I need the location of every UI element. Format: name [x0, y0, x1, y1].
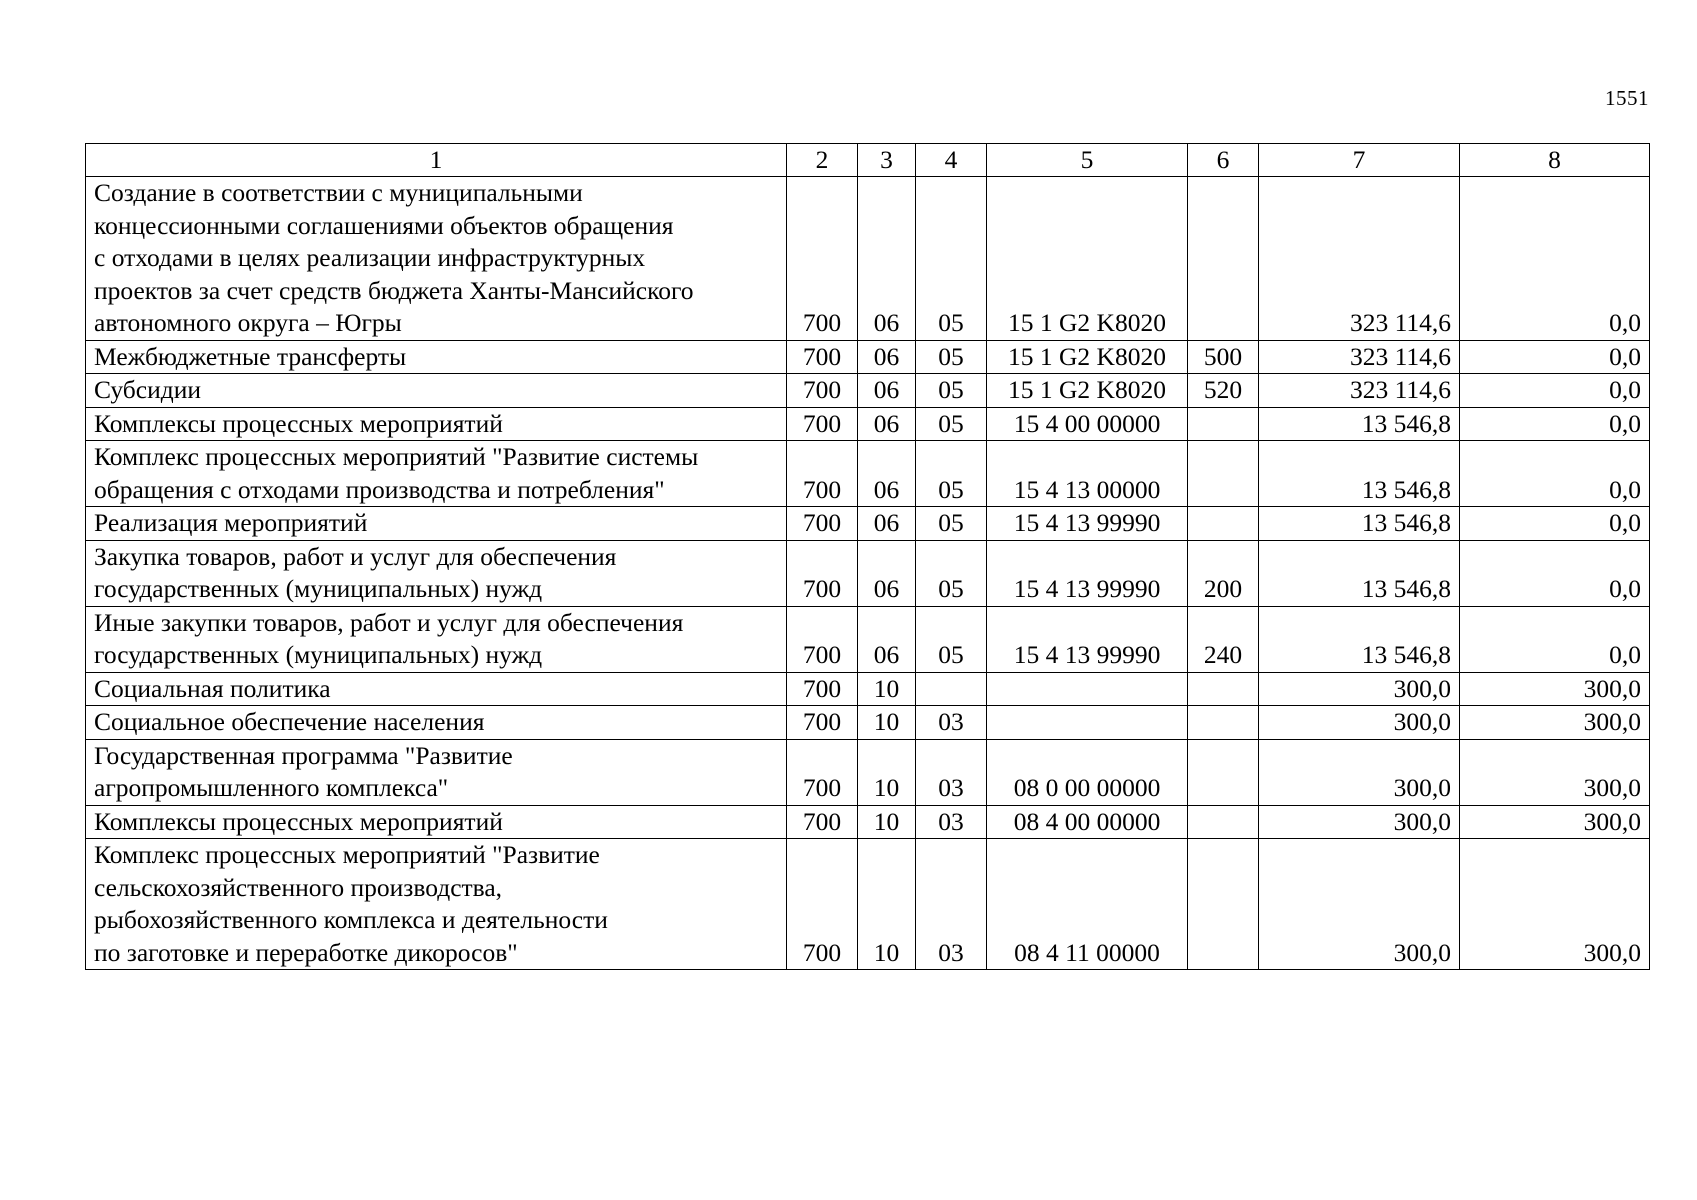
table-row: [86, 739, 1650, 805]
cell-chapter: 700: [787, 606, 858, 672]
cell-chapter: 700: [787, 739, 858, 805]
row-name: Межбюджетные трансферты: [86, 340, 787, 374]
cell-amount-1: 13 546,8: [1259, 441, 1460, 507]
cell-section: 06: [858, 507, 916, 541]
cell-subsection: 05: [916, 177, 987, 341]
cell-amount-2: 0,0: [1460, 340, 1650, 374]
table-row: [86, 839, 1650, 970]
cell-section: 06: [858, 606, 916, 672]
cell-expense-type: [1188, 177, 1259, 341]
cell-amount-1: 300,0: [1259, 706, 1460, 740]
row-name: Иные закупки товаров, работ и услуг для обеспечения государственных (муниципальных) нужд: [86, 606, 787, 672]
cell-subsection: 03: [916, 839, 987, 970]
row-name: Социальное обеспечение населения: [86, 706, 787, 740]
cell-chapter: 700: [787, 805, 858, 839]
cell-subsection: 05: [916, 441, 987, 507]
cell-chapter: 700: [787, 407, 858, 441]
row-name: Комплекс процессных мероприятий "Развитие сельскохозяйственного производства, рыбохозяйственного комплекса и деятельности по заготовке и переработке дикоросов": [86, 839, 787, 970]
table-row: [86, 672, 1650, 706]
table-row: [86, 706, 1650, 740]
cell-amount-2: 300,0: [1460, 805, 1650, 839]
cell-expense-type: 240: [1188, 606, 1259, 672]
cell-chapter: 700: [787, 374, 858, 408]
cell-amount-1: 13 546,8: [1259, 540, 1460, 606]
row-name: Комплексы процессных мероприятий: [86, 407, 787, 441]
cell-amount-2: 0,0: [1460, 606, 1650, 672]
cell-amount-2: 0,0: [1460, 540, 1650, 606]
page-number: 1551: [1605, 86, 1649, 110]
cell-subsection: [916, 672, 987, 706]
cell-amount-2: 300,0: [1460, 672, 1650, 706]
cell-section: 10: [858, 739, 916, 805]
column-header: 7: [1259, 144, 1460, 177]
header-row: [86, 144, 1650, 177]
column-header: 8: [1460, 144, 1650, 177]
cell-amount-2: 0,0: [1460, 407, 1650, 441]
cell-target-article: 15 1 G2 K8020: [987, 374, 1188, 408]
cell-chapter: 700: [787, 706, 858, 740]
table-row: [86, 177, 1650, 341]
cell-target-article: 08 4 00 00000: [987, 805, 1188, 839]
table-row: [86, 340, 1650, 374]
column-header: 4: [916, 144, 987, 177]
cell-target-article: 15 4 13 99990: [987, 606, 1188, 672]
cell-subsection: 05: [916, 606, 987, 672]
cell-expense-type: [1188, 739, 1259, 805]
cell-subsection: 03: [916, 805, 987, 839]
row-name: Субсидии: [86, 374, 787, 408]
cell-expense-type: 500: [1188, 340, 1259, 374]
cell-expense-type: [1188, 441, 1259, 507]
cell-section: 06: [858, 177, 916, 341]
cell-amount-1: 323 114,6: [1259, 374, 1460, 408]
cell-subsection: 05: [916, 340, 987, 374]
cell-expense-type: [1188, 672, 1259, 706]
table-row: [86, 441, 1650, 507]
cell-amount-1: 300,0: [1259, 805, 1460, 839]
cell-chapter: 700: [787, 839, 858, 970]
cell-target-article: 08 0 00 00000: [987, 739, 1188, 805]
row-name: Государственная программа "Развитие агропромышленного комплекса": [86, 739, 787, 805]
cell-target-article: [987, 672, 1188, 706]
cell-amount-2: 0,0: [1460, 507, 1650, 541]
cell-expense-type: [1188, 706, 1259, 740]
cell-expense-type: [1188, 507, 1259, 541]
cell-section: 06: [858, 441, 916, 507]
table-row: [86, 540, 1650, 606]
table-row: [86, 374, 1650, 408]
cell-section: 06: [858, 407, 916, 441]
budget-table: [85, 143, 1650, 970]
cell-expense-type: 520: [1188, 374, 1259, 408]
cell-chapter: 700: [787, 540, 858, 606]
table-row: [86, 407, 1650, 441]
cell-subsection: 05: [916, 374, 987, 408]
cell-section: 10: [858, 805, 916, 839]
column-header: 5: [987, 144, 1188, 177]
cell-section: 10: [858, 672, 916, 706]
cell-amount-2: 0,0: [1460, 441, 1650, 507]
cell-amount-1: 300,0: [1259, 672, 1460, 706]
row-name: Создание в соответствии с муниципальными концессионными соглашениями объектов обращения с отходами в целях реализации инфраструктурных проектов за счет средств бюджета Ханты-Мансийского автономного округа – Югры: [86, 177, 787, 341]
cell-amount-2: 0,0: [1460, 177, 1650, 341]
cell-subsection: 05: [916, 507, 987, 541]
cell-amount-1: 323 114,6: [1259, 340, 1460, 374]
cell-amount-1: 300,0: [1259, 739, 1460, 805]
cell-target-article: 15 4 13 99990: [987, 507, 1188, 541]
cell-amount-1: 13 546,8: [1259, 606, 1460, 672]
cell-amount-1: 300,0: [1259, 839, 1460, 970]
cell-chapter: 700: [787, 507, 858, 541]
cell-expense-type: [1188, 805, 1259, 839]
cell-subsection: 03: [916, 739, 987, 805]
cell-section: 06: [858, 540, 916, 606]
column-header: 6: [1188, 144, 1259, 177]
cell-section: 06: [858, 340, 916, 374]
cell-target-article: 15 1 G2 K8020: [987, 177, 1188, 341]
row-name: Реализация мероприятий: [86, 507, 787, 541]
cell-section: 10: [858, 839, 916, 970]
cell-chapter: 700: [787, 672, 858, 706]
cell-amount-2: 0,0: [1460, 374, 1650, 408]
cell-section: 06: [858, 374, 916, 408]
cell-target-article: [987, 706, 1188, 740]
cell-expense-type: 200: [1188, 540, 1259, 606]
cell-section: 10: [858, 706, 916, 740]
cell-amount-1: 13 546,8: [1259, 407, 1460, 441]
cell-subsection: 05: [916, 540, 987, 606]
cell-amount-1: 323 114,6: [1259, 177, 1460, 341]
cell-chapter: 700: [787, 441, 858, 507]
row-name: Комплексы процессных мероприятий: [86, 805, 787, 839]
cell-target-article: 08 4 11 00000: [987, 839, 1188, 970]
table-row: [86, 507, 1650, 541]
table-row: [86, 805, 1650, 839]
cell-expense-type: [1188, 407, 1259, 441]
cell-target-article: 15 4 13 00000: [987, 441, 1188, 507]
cell-target-article: 15 4 13 99990: [987, 540, 1188, 606]
cell-target-article: 15 4 00 00000: [987, 407, 1188, 441]
cell-amount-2: 300,0: [1460, 739, 1650, 805]
cell-chapter: 700: [787, 340, 858, 374]
column-header: 1: [86, 144, 787, 177]
row-name: Комплекс процессных мероприятий "Развитие системы обращения с отходами производства и потребления": [86, 441, 787, 507]
row-name: Социальная политика: [86, 672, 787, 706]
column-header: 2: [787, 144, 858, 177]
cell-chapter: 700: [787, 177, 858, 341]
cell-target-article: 15 1 G2 K8020: [987, 340, 1188, 374]
cell-amount-2: 300,0: [1460, 706, 1650, 740]
cell-amount-1: 13 546,8: [1259, 507, 1460, 541]
cell-amount-2: 300,0: [1460, 839, 1650, 970]
cell-expense-type: [1188, 839, 1259, 970]
row-name: Закупка товаров, работ и услуг для обеспечения государственных (муниципальных) нужд: [86, 540, 787, 606]
cell-subsection: 03: [916, 706, 987, 740]
column-header: 3: [858, 144, 916, 177]
table-row: [86, 606, 1650, 672]
cell-subsection: 05: [916, 407, 987, 441]
